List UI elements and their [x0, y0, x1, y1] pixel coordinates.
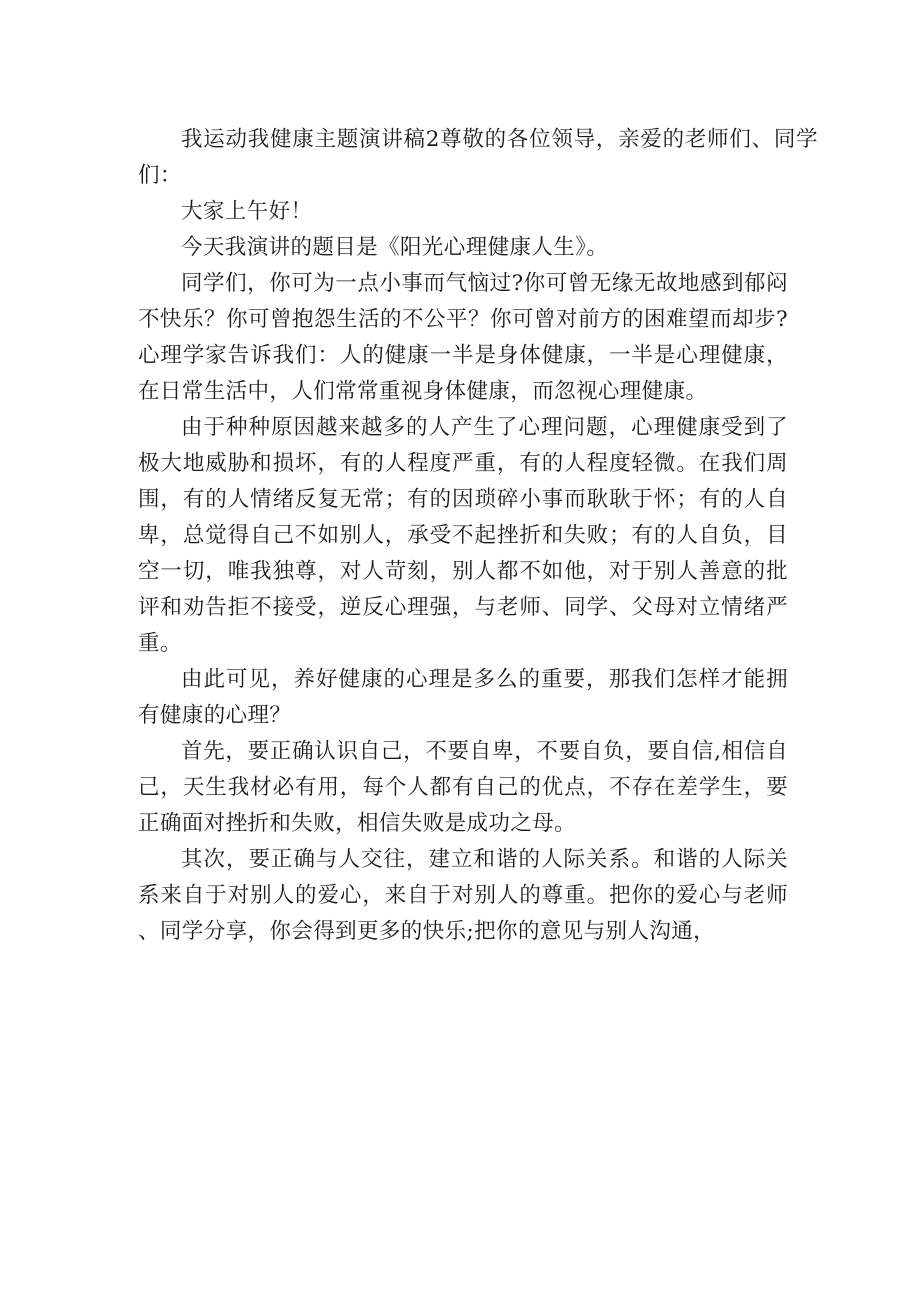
paragraph-title-greeting: 我运动我健康主题演讲稿2尊敬的各位领导，亲爱的老师们、同学们：	[138, 127, 818, 188]
paragraph-importance: 由此可见，养好健康的心理是多么的重要，那我们怎样才能拥有健康的心理？	[138, 667, 788, 728]
paragraph-first-point: 首先，要正确认识自己，不要自卑，不要自负，要自信,相信自己，天生我材必有用，每个人都有自己的优点，不存在差学生，要正确面对挫折和失败，相信失败是成功之母。	[138, 739, 788, 836]
paragraph-second-point: 其次，要正确与人交往，建立和谐的人际关系。和谐的人际关系来自于对别人的爱心，来自于对别人的尊重。把你的爱心与老师、同学分享，你会得到更多的快乐;把你的意见与别人沟通，	[138, 847, 788, 944]
paragraph-salutation: 大家上午好！	[181, 199, 313, 224]
speech-body	[138, 122, 818, 950]
paragraph-topic: 今天我演讲的题目是《阳光心理健康人生》。	[181, 235, 609, 260]
paragraph-problems: 由于种种原因越来越多的人产生了心理问题，心理健康受到了极大地威胁和损坏，有的人程度严重，有的人程度轻微。在我们周围，有的人情绪反复无常；有的因琐碎小事而耿耿于怀；有的人自卑，总觉得自己不如别人，承受不起挫折和失败；有的人自负，目空一切，唯我独尊，对人苛刻，别人都不如他，对于别人善意的批评和劝告拒不接受，逆反心理强，与老师、同学、父母对立情绪严重。	[138, 415, 788, 656]
paragraph-questions: 同学们，你可为一点小事而气恼过?你可曾无缘无故地感到郁闷不快乐？你可曾抱怨生活的不公平？你可曾对前方的困难望而却步?心理学家告诉我们：人的健康一半是身体健康，一半是心理健康，在日常生活中，人们常常重视身体健康，而忽视心理健康。	[138, 271, 788, 404]
